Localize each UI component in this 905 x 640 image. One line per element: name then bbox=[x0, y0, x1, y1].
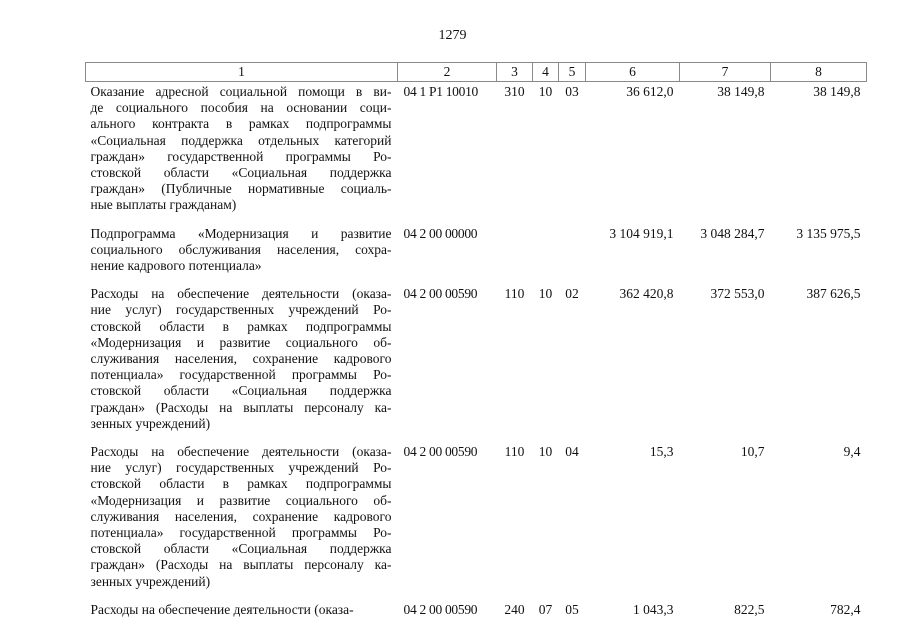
table-row bbox=[86, 284, 867, 442]
expense-name-line: «Модернизация и развитие социального об- bbox=[90, 492, 392, 508]
column-header-3: 3 bbox=[497, 63, 533, 82]
expense-name-line: стовской области в рамках подпрограммы bbox=[90, 476, 392, 492]
section-code: 07 bbox=[538, 601, 553, 617]
expense-name-line: де социального пособия на основании соци- bbox=[90, 100, 392, 116]
expense-name-line: Расходы на обеспечение деятельности (оказа- bbox=[90, 444, 392, 460]
expense-name-line: ального контракта в рамках подпрограммы bbox=[90, 116, 392, 132]
section-code: 10 bbox=[538, 286, 553, 302]
expense-name-line: Подпрограмма «Модернизация и развитие bbox=[90, 225, 392, 241]
column-header-6: 6 bbox=[586, 63, 680, 82]
column-header-8: 8 bbox=[771, 63, 867, 82]
target-article-code: 04 2 00 00590 bbox=[403, 444, 478, 460]
expense-name-line: потенциала» государственной программы Ро- bbox=[90, 525, 392, 541]
expense-name bbox=[86, 600, 398, 618]
amount-year-1: 36 612,0 bbox=[626, 84, 674, 99]
column-header-4: 4 bbox=[533, 63, 559, 82]
header-row bbox=[86, 63, 867, 82]
expense-type-code bbox=[497, 224, 533, 285]
expense-name-line: стовской области в рамках подпрограммы bbox=[90, 318, 392, 334]
expense-name-line: ные выплаты гражданам) bbox=[90, 197, 237, 213]
expense-name-line: «Социальная поддержка отдельных категорий bbox=[90, 132, 392, 148]
table-row bbox=[86, 442, 867, 600]
expense-name-line: ние услуг) государственных учреждений Ро- bbox=[90, 460, 392, 476]
expense-name-line: Расходы на обеспечение деятельности (оказа- bbox=[90, 601, 354, 617]
expense-name-line: стовской области «Социальная поддержка bbox=[90, 383, 392, 399]
section-code bbox=[533, 224, 559, 285]
target-article-code: 04 2 00 00000 bbox=[403, 225, 478, 241]
subsection-code: 03 bbox=[565, 84, 579, 99]
table-body bbox=[86, 82, 867, 619]
amount-year-2: 822,5 bbox=[734, 601, 765, 617]
column-header-2: 2 bbox=[398, 63, 497, 82]
table-row bbox=[86, 600, 867, 618]
expense-name-line: зенных учреждений) bbox=[90, 415, 211, 431]
expense-type-code: 240 bbox=[504, 601, 525, 617]
subsection-code: 04 bbox=[565, 444, 579, 460]
expense-name-line: служивания населения, сохранение кадрового bbox=[90, 351, 392, 367]
budget-table bbox=[85, 62, 867, 618]
expense-name-line: Расходы на обеспечение деятельности (оказа- bbox=[90, 286, 392, 302]
amount-year-1: 362 420,8 bbox=[619, 286, 674, 302]
expense-name-line: граждан» государственной программы Ро- bbox=[90, 148, 392, 164]
expense-type-code: 110 bbox=[504, 444, 525, 460]
expense-name bbox=[86, 442, 398, 600]
target-article-code: 04 1 P1 10010 bbox=[403, 84, 478, 99]
subsection-code: 05 bbox=[565, 601, 579, 617]
amount-year-2: 10,7 bbox=[740, 444, 765, 460]
expense-name-line: социального обслуживания населения, сохра- bbox=[90, 241, 392, 257]
expense-name-line: потенциала» государственной программы Ро- bbox=[90, 367, 392, 383]
amount-year-3: 387 626,5 bbox=[806, 286, 861, 302]
expense-type-code: 310 bbox=[504, 84, 525, 99]
expense-name-line: нение кадрового потенциала» bbox=[90, 258, 262, 274]
target-article-code: 04 2 00 00590 bbox=[403, 601, 478, 617]
expense-type-code: 110 bbox=[504, 286, 525, 302]
amount-year-2: 3 048 284,7 bbox=[700, 225, 765, 241]
expense-name-line: граждан» (Публичные нормативные социаль- bbox=[90, 181, 392, 197]
amount-year-1: 1 043,3 bbox=[633, 601, 674, 617]
table-row bbox=[86, 82, 867, 224]
expense-name-line: Оказание адресной социальной помощи в ви- bbox=[90, 84, 392, 99]
amount-year-1: 15,3 bbox=[649, 444, 674, 460]
expense-name bbox=[86, 284, 398, 442]
column-header-7: 7 bbox=[680, 63, 771, 82]
page-number: 1279 bbox=[438, 28, 467, 43]
amount-year-3: 9,4 bbox=[843, 444, 861, 460]
expense-name-line: граждан» (Расходы на выплаты персоналу ка- bbox=[90, 557, 392, 573]
expense-name-line: служивания населения, сохранение кадрового bbox=[90, 508, 392, 524]
amount-year-3: 782,4 bbox=[830, 601, 861, 617]
expense-name-line: «Модернизация и развитие социального об- bbox=[90, 334, 392, 350]
section-code: 10 bbox=[538, 84, 553, 99]
amount-year-3: 3 135 975,5 bbox=[796, 225, 861, 241]
expense-name-line: стовской области «Социальная поддержка bbox=[90, 165, 392, 181]
expense-name-line: зенных учреждений) bbox=[90, 573, 211, 589]
column-header-5: 5 bbox=[559, 63, 586, 82]
amount-year-2: 38 149,8 bbox=[717, 84, 765, 99]
section-code: 10 bbox=[538, 444, 553, 460]
column-header-1: 1 bbox=[86, 63, 398, 82]
subsection-code bbox=[559, 224, 586, 285]
amount-year-3: 38 149,8 bbox=[813, 84, 861, 99]
expense-name bbox=[86, 224, 398, 285]
target-article-code: 04 2 00 00590 bbox=[403, 286, 478, 302]
table-row bbox=[86, 224, 867, 285]
expense-name bbox=[86, 82, 398, 224]
expense-name-line: стовской области «Социальная поддержка bbox=[90, 541, 392, 557]
amount-year-1: 3 104 919,1 bbox=[609, 225, 674, 241]
expense-name-line: граждан» (Расходы на выплаты персоналу ка- bbox=[90, 399, 392, 415]
expense-name-line: ние услуг) государственных учреждений Ро- bbox=[90, 302, 392, 318]
subsection-code: 02 bbox=[565, 286, 579, 302]
amount-year-2: 372 553,0 bbox=[710, 286, 765, 302]
